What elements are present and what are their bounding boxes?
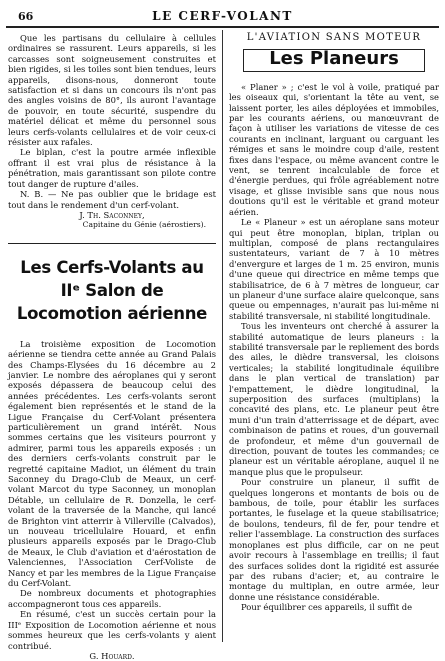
paragraph: Le biplan, c'est la poutre armée inflexible offrant il est vrai plus de résistance à la pénétration, mais garantissant son pilote contre tout danger de rupture d'ailes. [8, 147, 216, 189]
signature-role: Capitaine du Génie (aérostiers). [82, 220, 206, 230]
journal-title: LE CERF-VOLANT [152, 9, 293, 23]
paragraph: Tous les inventeurs ont cherché à assurer la stabilité automatique de leurs planeurs : la stabilité transversale par le repliement des bords des ailes, le dièdre transversal, les cloisons verticales; la stabilité longitudinale équilibre dans le plan vertical de translation) par l'empattement, le dièdre longitudinal, la superposition des surfaces (multiplans) la concavité des plans, etc. Le planeur peut être muni d'un train d'atterrissage et de départ, avec combinaison de patins et roues, d'un gouvernail de profondeur, et même d'un gouvernail de direction, pouvant de toutes les commandes; ce planeur est un véritable aéroplane, auquel il ne manque plus que le propulseur. [229, 321, 439, 477]
section-heading: L'AVIATION SANS MOTEUR [246, 32, 422, 43]
boxed-title: Les Planeurs [243, 49, 425, 71]
paragraph: Que les partisans du cellulaire à cellules ordinaires se rassurent. Leurs appareils, si les carcasses sont soigneusement construites et bien rigides, si les toiles sont bien tendues, leurs appareils, disons-nous, donneront toute satisfaction et si dans un concours ils n'ont pas des angles voisins de 80°, ils auront l'avantage de pouvoir, en toute sécurité, suspendre du matériel délicat et même du personnel sous leurs cerfs-volants cellulaires et de voir ceux-ci résister aux rafales. [8, 33, 216, 148]
section-rule [8, 243, 216, 244]
article-signature: G. Houard. [89, 650, 135, 661]
header-rule [6, 26, 439, 28]
right-column [229, 33, 439, 613]
left-column [8, 33, 216, 661]
paragraph: Pour équilibrer ces appareils, il suffit de [241, 602, 413, 613]
column-divider [222, 30, 223, 642]
paragraph: De nombreux documents et photographies accompagneront tous ces appareils. [8, 588, 216, 609]
page-header [10, 8, 435, 26]
paragraph: « Planer » ; c'est le vol à voile, pratiqué par les oiseaux qui, s'orientant la tête au vent, se laissent porter, les ailes déployées et immobiles, par les courants aériens, ou manœuvrant de façon à utiliser les variations de vitesse de ces courants en inclinant, larguant ou carguant les rémiges et sans le moindre coup d'aile, restent fixes dans l'espace, ou même avancent contre le vent, se tenrent incalculable de force et d'énergie perdues, qui frôle agréablement notre visage, et glisse invisible sans que nous nous doutions qu'il est le véritable et grand moteur aérien. [229, 81, 439, 217]
article-title: Les Cerfs-Volants au IIᵉ Salon de Locomotion aérienne [16, 257, 208, 323]
signature-name: J. Th. Saconney, [79, 209, 145, 220]
paragraph: La troisième exposition de Locomotion aérienne se tiendra cette année au Grand Palais des Champs-Elysées du 16 décembre au 2 janvier. Le nombre des aéroplanes qui y seront exposés dépassera de beaucoup celui des années précédentes. Les cerfs-volants seront également bien représentés et le stand de la Ligue Française du Cerf-Volant présentera particulièrement un grand intérêt. Nous sommes certains que les visiteurs pourront y admirer, parmi tous les appareils exposés : un des derniers cerfs-volants construit par le regretté capitaine Madiot, un élément du train Saconney du Drago-Club de Meaux, un cerf-volant Marcot du type Saconney, un monoplan Détable, un cellulaire de R. Donzella, le cerf-volant de la traversée de la Manche, qui lancé de Brighton vint atterrir à Villerville (Calvados), un nouveau tricellulaire Houard, et enfin plusieurs appareils exposés par le Drago-Club de Meaux, le Club d'aviation et d'aérostation de Valenciennes, l'Association Cerf-Voliste de Nancy et par les membres de la Ligue Française du Cerf-Volant. [8, 338, 216, 589]
note-paragraph: N. B. — Ne pas oublier que le bridage est tout dans le rendement d'un cerf-volant. [8, 189, 216, 210]
paragraph: Pour construire un planeur, il suffit de quelques longerons et montants de bois ou de bambous, de toile, pour établir les surfaces portantes, le fuselage et la queue stabilisatrice; de boulons, tendeurs, fil de fer, pour tendre et relier l'assemblage. La construction des surfaces monoplanes est plus difficile, car on ne peut avoir recours à l'assemblage en treillis; il faut des surfaces solides dont la rigidité est assurée par des rubans d'acier; et, au contraire le montage du multiplan, en outre armée, leur donne une résistance considérable. [229, 477, 439, 602]
paragraph: Le « Planeur » est un aéroplane sans moteur qui peut être monoplan, biplan, triplan ou multiplan, composé de plans rectangulaires sustentateurs, variant de 7 à 10 mètres d'envergure et larges de 1 m. 25 environ, munis d'une queue qui directrice en même temps que stabilisatrice, de 6 à 7 mètres de longueur, car un planeur d'une surface alaire quelconque, sans queue ou empennages, n'aurait pas lui-même ni stabilité transversale, ni stabilité longitudinale. [229, 217, 439, 321]
paragraph: En résumé, c'est un succès certain pour la IIIᵉ Exposition de Locomotion aérienne et nous sommes heureux que les cerfs-volants y aient contribué. [8, 609, 216, 651]
page-number: 66 [18, 10, 34, 23]
